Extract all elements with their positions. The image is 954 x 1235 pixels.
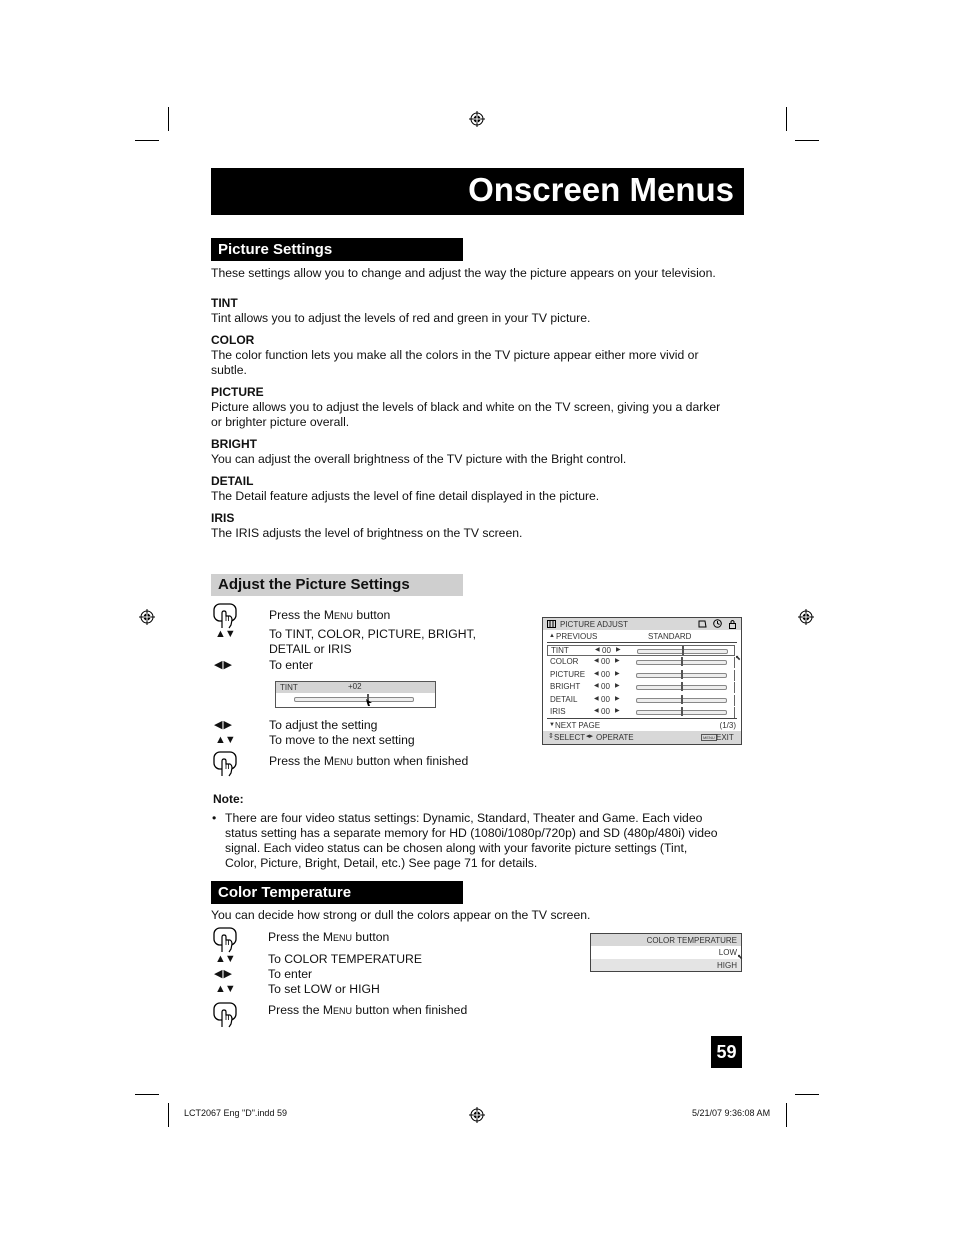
up-down-arrows-icon: ▲▼	[215, 734, 235, 746]
term-iris: IRIS	[211, 511, 235, 525]
remote-menu-button-icon	[213, 1002, 237, 1028]
picture-adjust-osd	[542, 617, 742, 745]
osd-row-slider-thumb	[681, 657, 683, 666]
lock-tab-icon	[728, 619, 737, 629]
color-temp-step-select: To COLOR TEMPERATURE	[268, 952, 422, 966]
osd-left-arrow-icon: ◀	[594, 658, 599, 665]
osd-page-indicator: (1/3)	[719, 721, 736, 730]
osd-previous[interactable]: PREVIOUS	[556, 632, 598, 641]
osd-row-value: 00	[601, 657, 610, 667]
osd-row-label: BRIGHT	[550, 682, 581, 692]
osd-row-tint[interactable]	[547, 645, 735, 656]
crop-mark	[135, 140, 159, 141]
adjust-step-select-item: To TINT, COLOR, PICTURE, BRIGHT,	[269, 627, 476, 641]
osd-row-value: 00	[602, 646, 611, 655]
up-down-arrows-icon: ▲▼	[215, 628, 235, 640]
adjust-step-enter: To enter	[269, 658, 314, 672]
osd-down-arrow-icon: ▼	[549, 722, 555, 728]
note-line-2: status setting has a separate memory for HD (1080i/1080p/720p) and SD (480p/480i) video	[225, 826, 718, 840]
up-down-arrows-icon: ▲▼	[215, 983, 235, 995]
term-detail: DETAIL	[211, 474, 254, 488]
crop-mark	[168, 1103, 169, 1127]
osd-next-page[interactable]: NEXT PAGE	[555, 721, 601, 730]
clock-tab-icon	[713, 619, 722, 628]
osd-row-slider-thumb	[681, 695, 683, 704]
osd-exit[interactable]: EXIT	[716, 733, 734, 742]
registration-mark-icon	[139, 609, 155, 625]
color-temp-option-low[interactable]: LOW	[718, 948, 737, 957]
desc-iris: The IRIS adjusts the level of brightness on the TV screen.	[211, 526, 523, 540]
osd-row-bright[interactable]	[547, 682, 735, 693]
term-tint: TINT	[211, 296, 238, 310]
osd-left-arrow-icon: ◀	[594, 708, 599, 714]
remote-menu-button-icon	[213, 927, 237, 953]
osd-right-arrow-icon: ▶	[615, 708, 620, 714]
left-right-arrows-icon: ◀ ▶	[214, 968, 231, 980]
adjust-step-adjust: To adjust the setting	[269, 718, 378, 732]
desc-picture-2: or brighter picture overall.	[211, 415, 350, 429]
term-bright: BRIGHT	[211, 437, 257, 451]
desc-bright: You can adjust the overall brightness of the TV picture with the Bright control.	[211, 452, 627, 466]
page-title-bar	[211, 168, 744, 215]
color-temp-option-high[interactable]: HIGH	[717, 961, 737, 970]
osd-row-value: 00	[601, 682, 610, 692]
term-picture: PICTURE	[211, 385, 264, 399]
crop-mark	[786, 107, 787, 131]
desc-picture: Picture allows you to adjust the levels of black and white on the TV screen, giving you a darker	[211, 400, 721, 414]
osd-title: PICTURE ADJUST	[560, 620, 629, 629]
osd-select: SELECT	[554, 733, 586, 742]
registration-mark-icon	[798, 609, 814, 625]
crop-mark	[795, 140, 819, 141]
tint-slider-preview	[275, 681, 436, 708]
term-color: COLOR	[211, 333, 255, 347]
note-bullet: •	[212, 811, 217, 825]
osd-cursor-icon: ⬉	[737, 954, 743, 961]
osd-right-arrow-icon: ▶	[615, 695, 620, 702]
osd-row-value: 00	[601, 707, 610, 716]
desc-color-2: subtle.	[211, 363, 247, 377]
crop-mark	[795, 1094, 819, 1095]
osd-left-arrow-icon: ◀	[594, 683, 599, 690]
registration-mark-icon	[469, 111, 485, 127]
osd-row-picture[interactable]	[547, 670, 735, 681]
osd-row-slider-thumb	[681, 707, 683, 716]
osd-mode: STANDARD	[648, 632, 692, 641]
osd-operate-arrows-icon: ◂▸	[586, 733, 594, 740]
osd-right-arrow-icon: ▶	[615, 670, 620, 677]
tint-slider-value: +02	[348, 682, 362, 691]
desc-detail: The Detail feature adjusts the level of fine detail displayed in the picture.	[211, 489, 600, 503]
cursor-hand-icon	[365, 698, 374, 707]
osd-right-arrow-icon: ▶	[615, 658, 620, 665]
osd-row-value: 00	[601, 694, 610, 704]
color-temp-osd-title: COLOR TEMPERATURE	[646, 936, 737, 945]
color-temp-step-press-menu: Press the Menu button	[268, 930, 390, 944]
desc-color: The color function lets you make all the colors in the TV picture appear either more vivid or	[211, 348, 699, 362]
page-title: Onscreen Menus	[468, 171, 734, 208]
crop-mark	[135, 1094, 159, 1095]
osd-operate: OPERATE	[596, 733, 634, 742]
osd-right-arrow-icon: ▶	[616, 647, 621, 653]
osd-cursor-icon: ⬉	[735, 655, 741, 662]
picture-menu-icon	[547, 620, 556, 628]
crop-mark	[168, 107, 169, 131]
desc-tint: Tint allows you to adjust the levels of red and green in your TV picture.	[211, 311, 591, 325]
adjust-step-next: To move to the next setting	[269, 733, 415, 747]
osd-left-arrow-icon: ◀	[595, 647, 600, 653]
note-line-4: Color, Picture, Bright, Detail, etc.) See page 71 for details.	[225, 856, 538, 870]
setup-tab-icon	[698, 620, 707, 628]
left-right-arrows-icon: ◀ ▶	[214, 659, 231, 671]
note-line-3: signal. Each video status can be chosen along with your favorite picture settings (Tint,	[225, 841, 688, 855]
tint-slider-label: TINT	[280, 683, 298, 692]
tint-slider-track	[294, 697, 414, 702]
adjust-step-select-item-2: DETAIL or IRIS	[269, 642, 352, 656]
page-number: 59	[711, 1036, 742, 1068]
color-temp-step-set: To set LOW or HIGH	[268, 982, 380, 996]
adjust-heading: Adjust the Picture Settings	[211, 574, 463, 596]
osd-left-arrow-icon: ◀	[594, 695, 599, 702]
adjust-step-press-menu: Press the Menu button	[269, 608, 391, 622]
color-temp-intro: You can decide how strong or dull the colors appear on the TV screen.	[211, 908, 591, 922]
note-heading: Note:	[213, 792, 244, 806]
registration-mark-icon	[469, 1107, 485, 1123]
osd-row-slider-thumb	[681, 682, 683, 691]
osd-left-arrow-icon: ◀	[594, 670, 599, 677]
color-temp-step-finish: Press the Menu button when finished	[268, 1003, 468, 1017]
color-temp-osd	[590, 933, 742, 972]
osd-row-value: 00	[601, 669, 610, 679]
note-line-1: There are four video status settings: Dynamic, Standard, Theater and Game. Each video	[225, 811, 703, 825]
osd-row-label: TINT	[551, 646, 569, 655]
remote-menu-button-icon	[213, 751, 237, 777]
remote-menu-button-icon	[213, 603, 237, 629]
osd-row-label: IRIS	[550, 707, 566, 716]
osd-row-slider-thumb	[682, 646, 684, 655]
up-down-arrows-icon: ▲▼	[215, 953, 235, 965]
osd-row-iris[interactable]	[547, 707, 735, 718]
picture-settings-heading: Picture Settings	[211, 238, 463, 261]
osd-row-slider-thumb	[681, 670, 683, 679]
osd-row-detail[interactable]	[547, 695, 735, 706]
color-temp-step-enter: To enter	[268, 967, 313, 981]
osd-row-label: PICTURE	[550, 669, 586, 679]
footer-file-info: LCT2067 Eng "D".indd 59	[184, 1108, 287, 1118]
osd-select-arrows-icon: ⇕	[548, 733, 554, 740]
footer-timestamp: 5/21/07 9:36:08 AM	[692, 1108, 771, 1118]
osd-row-label: DETAIL	[550, 694, 578, 704]
osd-right-arrow-icon: ▶	[615, 683, 620, 690]
osd-up-arrow-icon: ▲	[549, 633, 555, 639]
osd-row-color[interactable]	[547, 657, 735, 668]
picture-settings-intro: These settings allow you to change and adjust the way the picture appears on your television.	[211, 266, 716, 280]
osd-row-label: COLOR	[550, 657, 579, 667]
adjust-step-finish: Press the Menu button when finished	[269, 754, 469, 768]
osd-menu-key: MENU	[703, 735, 715, 740]
crop-mark	[786, 1103, 787, 1127]
left-right-arrows-icon: ◀ ▶	[214, 719, 231, 731]
color-temp-heading: Color Temperature	[211, 881, 463, 904]
